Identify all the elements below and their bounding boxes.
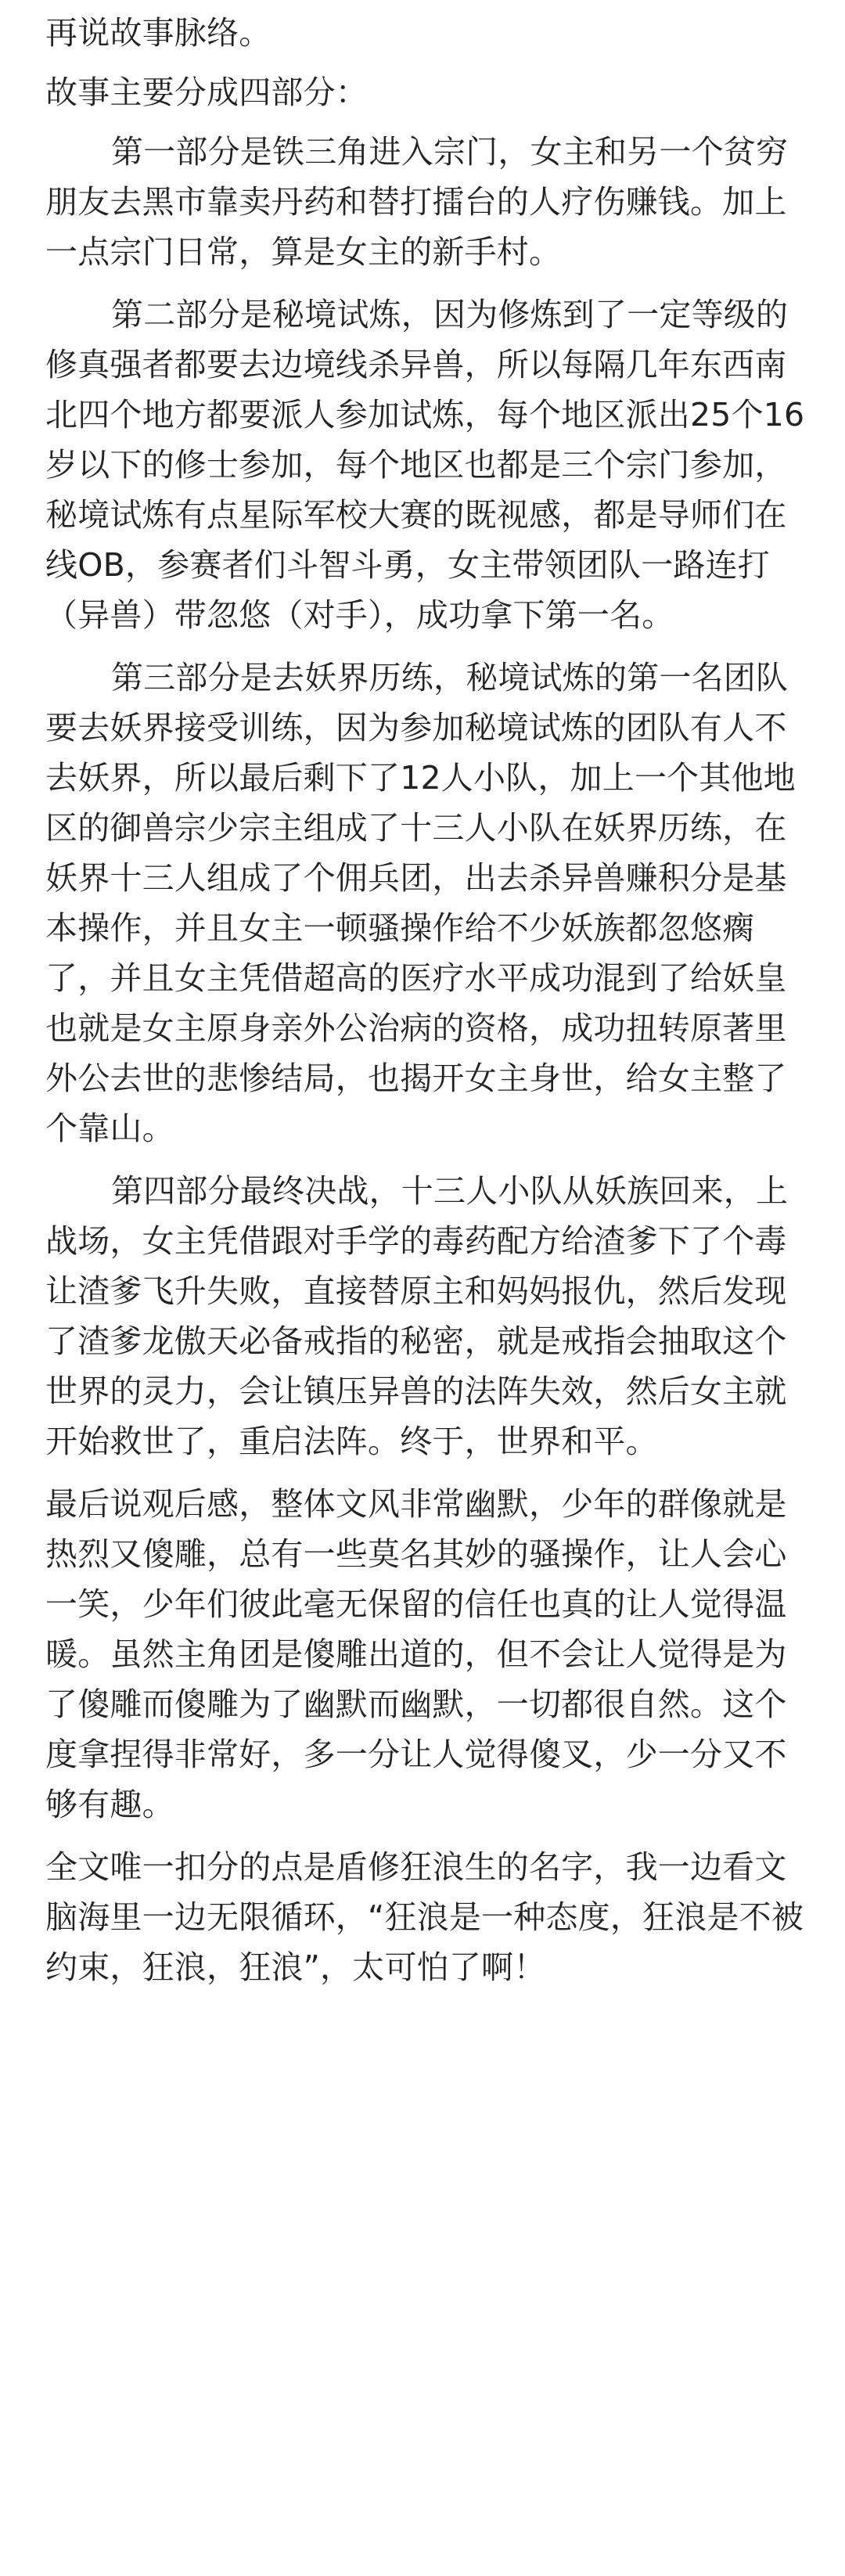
paragraph-intro: 再说故事脉络。 [45, 14, 271, 52]
paragraph-part-one: 第一部分是铁三角进入宗门，女主和另一个贫穷朋友去黑市靠卖丹药和替打擂台的人疗伤赚钱。加上一点宗门日常，算是女主的新手村。 [45, 133, 789, 271]
paragraph-review: 最后说观后感，整体文风非常幽默，少年的群像就是热烈又傻雕，总有一些莫名其妙的骚操作，让人会心一笑，少年们彼此毫无保留的信任也真的让人觉得温暖。虽然主角团是傻雕出道的，但不会让人觉得是为了傻雕而傻雕为了幽默而幽默，一切都很自然。这个度拿捏得非常好，多一分让人觉得傻叉，少一分又不够有趣。 [45, 1485, 787, 1823]
paragraph-critique: 全文唯一扣分的点是盾修狂浪生的名字，我一边看文脑海里一边无限循环，“狂浪是一种态度，狂浪是不被约束，狂浪，狂浪”，太可怕了啊！ [45, 1848, 804, 1986]
paragraph-part-three: 第三部分是去妖界历练，秘境试炼的第一名团队要去妖界接受训练，因为参加秘境试炼的团队有人不去妖界，所以最后剩下了12人小队，加上一个其他地区的御兽宗少宗主组成了十三人小队在妖界历练，在妖界十三人组成了个佣兵团，出去杀异兽赚积分是基本操作，并且女主一顿骚操作给不少妖族都忽悠瘸了，并且女主凭借超高的医疗水平成功混到了给妖皇也就是女主原身亲外公治病的资格，成功扭转原著里外公去世的悲惨结局，也揭开女主身世，给女主整了个靠山。 [45, 659, 796, 1147]
paragraph-overview: 故事主要分成四部分： [45, 74, 368, 111]
paragraph-part-four: 第四部分最终决战，十三人小队从妖族回来，上战场，女主凭借跟对手学的毒药配方给渣爹下了个毒让渣爹飞升失败，直接替原主和妈妈报仇，然后发现了渣爹龙傲天必备戒指的秘密，就是戒指会抽取这个世界的灵力，会让镇压异兽的法阵失效，然后女主就开始救世了，重启法阵。终于，世界和平。 [45, 1172, 789, 1460]
article-body [45, 8, 812, 1992]
paragraph-part-two: 第二部分是秘境试炼，因为修炼到了一定等级的修真强者都要去边境线杀异兽，所以每隔几年东西南北四个地方都要派人参加试炼，每个地区派出25个16岁以下的修士参加，每个地区也都是三个宗门参加，秘境试炼有点星际军校大赛的既视感，都是导师们在线OB，参赛者们斗智斗勇，女主带领团队一路连打（异兽）带忽悠（对手），成功拿下第一名。 [45, 296, 805, 634]
